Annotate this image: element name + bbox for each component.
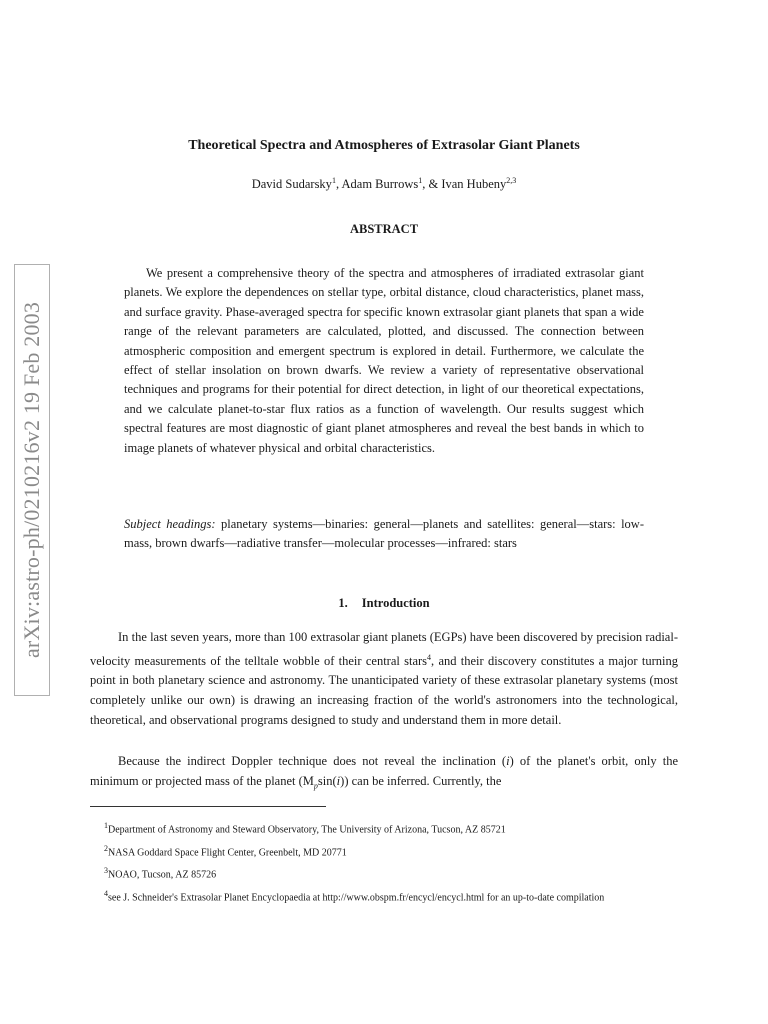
footnote — [90, 863, 680, 883]
footnote-mark: 4 — [104, 889, 108, 898]
footnote — [90, 841, 680, 861]
mass-subscript: p — [313, 781, 318, 791]
section-heading — [0, 596, 768, 611]
footnote-text: NASA Goddard Space Flight Center, Greenbelt, MD 20771 — [108, 847, 347, 859]
abstract-heading: ABSTRACT — [349, 222, 419, 236]
author-name: David Sudarsky — [251, 177, 332, 192]
footnote-mark: 2 — [104, 844, 108, 853]
footnote-divider — [90, 806, 326, 807]
author-affiliation-mark: 1 — [418, 176, 423, 185]
inclination-symbol: i — [336, 773, 341, 788]
author-separator: , — [335, 177, 342, 192]
author-affiliation-mark: 1 — [331, 176, 336, 185]
author-affiliation-mark: 2,3 — [506, 176, 517, 185]
subject-headings-label: Subject headings: — [124, 517, 216, 531]
section-title: Introduction — [361, 596, 430, 610]
subject-headings-text: planetary systems—binaries: general—planets and satellites: general—stars: low-mass, brown dwarfs—radiative transfer—molecular processes—infrared: stars — [124, 517, 644, 551]
footnote — [90, 818, 680, 838]
abstract-text: We present a comprehensive theory of the spectra and atmospheres of irradiated extrasolar giant planets. We explore the dependences on stellar type, orbital distance, cloud characteristics, planet mass, and surface gravity. Phase-averaged spectra for specific known extrasolar giant planets that span a wide range of the relevant parameters are calculated, plotted, and discussed. The connection between atmospheric composition and emergent spectrum is explored in detail. Furthermore, we calculate the effect of stellar insolation on brown dwarfs. We review a variety of representative observational techniques and programs for their potential for direct detection, in light of our theoretical expectations, and we calculate planet-to-star flux ratios as a function of wavelength. Our results suggest which spectral features are most diagnostic of giant planet atmospheres and reveal the best bands in which to image planets of whatever physical and orbital characteristics. — [124, 266, 644, 455]
author-separator: , & — [422, 177, 442, 192]
paragraph-text: sin( — [317, 773, 337, 788]
author-list — [0, 176, 768, 192]
arxiv-watermark — [14, 264, 50, 696]
arxiv-watermark-text: arXiv:astro-ph/0210216v2 19 Feb 2003 — [19, 301, 45, 659]
subject-headings — [124, 515, 644, 554]
footnote-text: see J. Schneider's Extrasolar Planet Encyclopaedia at http://www.obspm.fr/encycl/encycl.html for an up-to-date compilation — [108, 892, 605, 904]
paragraph-text: , and their discovery constitutes a major turning point in both planetary science and astronomy. The unanticipated variety of these extrasolar planetary systems (most completely unlike our own) is drawing an increasing fraction of the world's astronomers into the technological, theoretical, and observational programs designed to study and understand them in more detail. — [90, 653, 678, 727]
author-name: Adam Burrows — [341, 177, 419, 192]
footnote-mark: 3 — [104, 866, 108, 875]
paragraph-text: ) of the planet's orbit, only the minimum or projected mass of the planet (M — [90, 754, 679, 788]
paragraph-text: )) can be inferred. Currently, the — [340, 773, 502, 788]
paragraph-text: In the last seven years, more than 100 extrasolar giant planets (EGPs) have been discovered by precision radial-velocity measurements of the telltale wobble of their central stars — [90, 630, 678, 668]
footnote-text: Department of Astronomy and Steward Observatory, The University of Arizona, Tucson, AZ 85721 — [108, 824, 506, 836]
paragraph-text: Because the indirect Doppler technique does not reveal the inclination ( — [118, 754, 507, 768]
footnote-mark: 1 — [104, 821, 108, 830]
author-name: Ivan Hubeny — [441, 177, 507, 192]
section-number: 1. — [338, 596, 348, 610]
footnote — [90, 886, 680, 906]
inclination-symbol: i — [506, 754, 510, 768]
footnote-mark: 4 — [427, 652, 432, 662]
footnote-text: NOAO, Tucson, AZ 85726 — [108, 869, 217, 881]
intro-paragraph-2 — [90, 752, 678, 796]
intro-paragraph-1 — [90, 628, 678, 730]
paper-title: Theoretical Spectra and Atmospheres of Extrasolar Giant Planets — [188, 138, 580, 153]
